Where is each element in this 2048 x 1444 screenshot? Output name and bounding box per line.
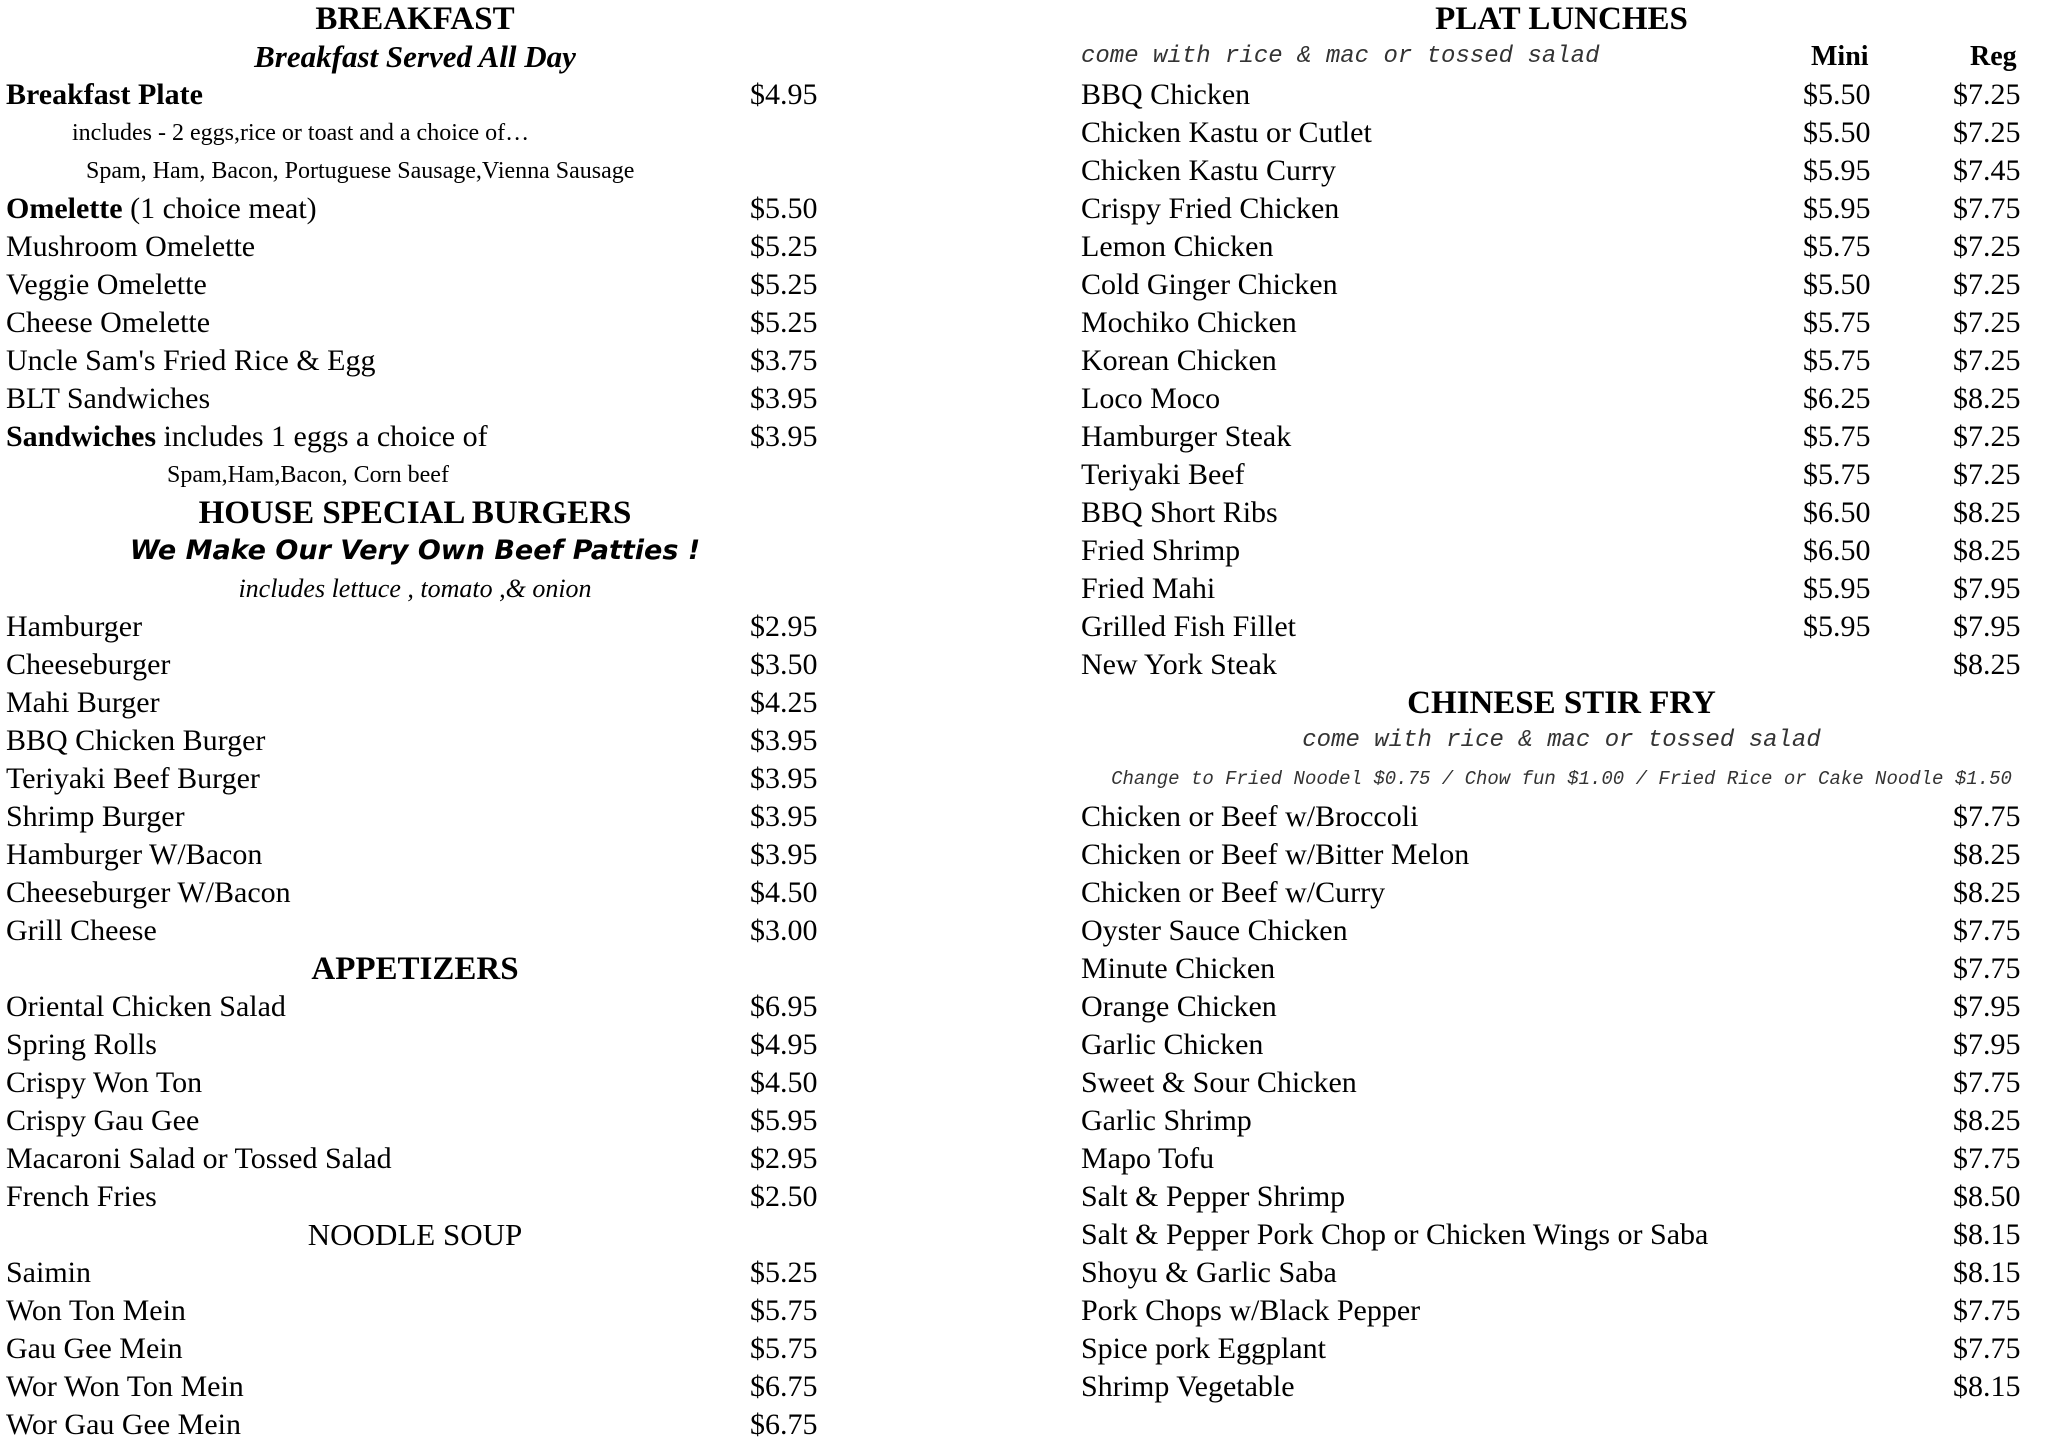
mini-price: $5.75 (1803, 344, 1871, 377)
item-name: Macaroni Salad or Tossed Salad (6, 1142, 392, 1175)
menu-item (0, 342, 830, 380)
item-price: $8.15 (1953, 1370, 2021, 1403)
item-price: $5.75 (750, 1294, 818, 1327)
item-price: $3.95 (750, 800, 818, 833)
plate-item (1075, 228, 2048, 266)
appetizers-title: APPETIZERS (311, 951, 519, 987)
menu-item (0, 684, 830, 722)
plate-item (1075, 418, 2048, 456)
item-price: $4.95 (750, 1028, 818, 1061)
item-price: $3.95 (750, 382, 818, 415)
item-name: Teriyaki Beef (1081, 458, 1245, 491)
menu-item (0, 760, 830, 798)
breakfast-list (0, 228, 830, 418)
stir-fry-item (1075, 1254, 2048, 1292)
reg-price: $7.75 (1953, 192, 2021, 225)
reg-column-header: Reg (1970, 41, 2017, 72)
plate-lunches-note: come with rice & mac or tossed salad (1081, 43, 1600, 70)
stir-fry-list (1075, 798, 2048, 1406)
noodle-list (0, 1254, 830, 1444)
plate-item (1075, 266, 2048, 304)
item-price: $3.50 (750, 648, 818, 681)
item-price: $8.25 (1953, 1104, 2021, 1137)
plate-item (1075, 152, 2048, 190)
stir-fry-item (1075, 988, 2048, 1026)
item-price: $7.95 (1953, 990, 2021, 1023)
item-price: $4.50 (750, 1066, 818, 1099)
item-price: $7.75 (1953, 952, 2021, 985)
item-name: Omelette (6, 192, 123, 225)
item-name: Spice pork Eggplant (1081, 1332, 1326, 1365)
stir-fry-item (1075, 798, 2048, 836)
stir-fry-item (1075, 1178, 2048, 1216)
reg-price: $8.25 (1953, 382, 2021, 415)
item-name: Crispy Fried Chicken (1081, 192, 1340, 225)
item-name: Grill Cheese (6, 914, 157, 947)
plate-note: includes - 2 eggs,rice or toast and a choice of… (72, 120, 530, 146)
item-price: $3.95 (750, 724, 818, 757)
reg-price: $7.25 (1953, 230, 2021, 263)
plate-item (1075, 380, 2048, 418)
stir-fry-item (1075, 912, 2048, 950)
item-price: $6.75 (750, 1408, 818, 1441)
item-price: $5.25 (750, 230, 818, 263)
reg-price: $7.25 (1953, 306, 2021, 339)
stir-fry-item (1075, 950, 2048, 988)
item-name: Cheese Omelette (6, 306, 211, 339)
item-price: $5.25 (750, 1256, 818, 1289)
stir-fry-item (1075, 874, 2048, 912)
item-price: $3.95 (750, 838, 818, 871)
stir-fry-item (1075, 1102, 2048, 1140)
item-detail: includes 1 eggs a choice of (156, 420, 488, 453)
menu-item (0, 1330, 830, 1368)
item-name: Hamburger (6, 610, 143, 643)
mini-price: $5.95 (1803, 572, 1871, 605)
item-name: Mahi Burger (6, 686, 160, 719)
item-price: $5.75 (750, 1332, 818, 1365)
mini-price: $5.50 (1803, 116, 1871, 149)
item-price: $7.75 (1953, 1066, 2021, 1099)
item-name: Garlic Shrimp (1081, 1104, 1252, 1137)
plate-item (1075, 456, 2048, 494)
item-name: Veggie Omelette (6, 268, 207, 301)
mini-price: $5.75 (1803, 306, 1871, 339)
plate-lunches-title: PLAT LUNCHES (1435, 1, 1688, 37)
item-name: Chicken Kastu Curry (1081, 154, 1336, 187)
menu-item (0, 608, 830, 646)
item-price: $8.25 (1953, 838, 2021, 871)
stir-fry-item (1075, 1216, 2048, 1254)
item-name: Mushroom Omelette (6, 230, 256, 263)
plate-item (1075, 570, 2048, 608)
noodle-soup-title: NOODLE SOUP (307, 1217, 523, 1252)
item-name: Mochiko Chicken (1081, 306, 1297, 339)
omelette-row (0, 190, 830, 228)
item-name: BBQ Chicken Burger (6, 724, 266, 757)
stir-fry-item (1075, 1368, 2048, 1406)
item-name: BLT Sandwiches (6, 382, 211, 415)
item-name: Hamburger W/Bacon (6, 838, 263, 871)
mini-price: $5.95 (1803, 192, 1871, 225)
item-name: Loco Moco (1081, 382, 1221, 415)
item-name: Minute Chicken (1081, 952, 1276, 985)
item-price: $7.75 (1953, 914, 2021, 947)
item-name: Mapo Tofu (1081, 1142, 1215, 1175)
item-price: $6.95 (750, 990, 818, 1023)
item-price: $2.95 (750, 1142, 818, 1175)
item-name: Hamburger Steak (1081, 420, 1292, 453)
item-price: $3.75 (750, 344, 818, 377)
left-column (0, 0, 830, 1444)
item-price: $4.95 (750, 78, 818, 111)
item-name: Wor Won Ton Mein (6, 1370, 244, 1403)
plate-item (1075, 114, 2048, 152)
reg-price: $7.25 (1953, 420, 2021, 453)
menu-item (0, 912, 830, 950)
breakfast-subtitle: Breakfast Served All Day (254, 39, 576, 74)
item-price: $4.50 (750, 876, 818, 909)
stir-fry-item (1075, 1292, 2048, 1330)
menu-item (0, 266, 830, 304)
mini-price: $5.50 (1803, 78, 1871, 111)
menu-item (0, 380, 830, 418)
item-price: $8.15 (1953, 1218, 2021, 1251)
item-name: BBQ Short Ribs (1081, 496, 1278, 529)
item-price: $7.95 (1953, 1028, 2021, 1061)
item-name: Sweet & Sour Chicken (1081, 1066, 1357, 1099)
item-name: Pork Chops w/Black Pepper (1081, 1294, 1421, 1327)
sandwiches-row (0, 418, 830, 456)
reg-price: $7.25 (1953, 78, 2021, 111)
item-price: $7.75 (1953, 800, 2021, 833)
sandwich-note: Spam,Ham,Bacon, Corn beef (167, 462, 449, 488)
item-name: Salt & Pepper Shrimp (1081, 1180, 1346, 1213)
item-price: $6.75 (750, 1370, 818, 1403)
stir-fry-item (1075, 1026, 2048, 1064)
plate-item (1075, 646, 2048, 684)
item-name: Cold Ginger Chicken (1081, 268, 1338, 301)
item-name: French Fries (6, 1180, 157, 1213)
item-name: Fried Mahi (1081, 572, 1216, 605)
item-name: Fried Shrimp (1081, 534, 1241, 567)
menu-item (0, 1064, 830, 1102)
item-price: $8.50 (1953, 1180, 2021, 1213)
stir-fry-item (1075, 1064, 2048, 1102)
menu-item (0, 646, 830, 684)
item-name: Oriental Chicken Salad (6, 990, 286, 1023)
item-name: Shrimp Burger (6, 800, 185, 833)
item-name: Chicken Kastu or Cutlet (1081, 116, 1372, 149)
item-name: Teriyaki Beef Burger (6, 762, 260, 795)
mini-price: $6.25 (1803, 382, 1871, 415)
item-name: BBQ Chicken (1081, 78, 1251, 111)
menu-item (0, 1254, 830, 1292)
menu-item (0, 722, 830, 760)
reg-price: $7.25 (1953, 116, 2021, 149)
burger-list (0, 608, 830, 950)
item-name: Breakfast Plate (6, 78, 203, 111)
item-price: $2.50 (750, 1180, 818, 1213)
mini-price: $5.75 (1803, 420, 1871, 453)
item-name: Crispy Gau Gee (6, 1104, 200, 1137)
item-name: Gau Gee Mein (6, 1332, 183, 1365)
plate-item (1075, 190, 2048, 228)
plate-item (1075, 342, 2048, 380)
reg-price: $7.45 (1953, 154, 2021, 187)
menu-item (0, 988, 830, 1026)
stir-fry-item (1075, 1140, 2048, 1178)
burgers-title: HOUSE SPECIAL BURGERS (198, 495, 632, 531)
item-name: Crispy Won Ton (6, 1066, 203, 1099)
menu-item (0, 1406, 830, 1444)
mini-price: $5.95 (1803, 154, 1871, 187)
item-name: Shrimp Vegetable (1081, 1370, 1295, 1403)
item-name: Korean Chicken (1081, 344, 1277, 377)
item-price: $8.25 (1953, 876, 2021, 909)
plate-lunch-list (1075, 76, 2048, 684)
plate-item (1075, 532, 2048, 570)
menu-item (0, 1292, 830, 1330)
item-name: Salt & Pepper Pork Chop or Chicken Wings or Saba (1081, 1218, 1709, 1251)
item-price: $8.15 (1953, 1256, 2021, 1289)
mini-price: $5.75 (1803, 458, 1871, 491)
item-name: Oyster Sauce Chicken (1081, 914, 1348, 947)
mini-price: $6.50 (1803, 496, 1871, 529)
plate-item (1075, 76, 2048, 114)
reg-price: $7.95 (1953, 610, 2021, 643)
stir-fry-note: come with rice & mac or tossed salad (1302, 727, 1821, 754)
item-price: $3.00 (750, 914, 818, 947)
menu-item (0, 1178, 830, 1216)
item-price: $7.75 (1953, 1332, 2021, 1365)
item-name: Saimin (6, 1256, 92, 1289)
mini-price: $6.50 (1803, 534, 1871, 567)
item-price: $7.75 (1953, 1294, 2021, 1327)
reg-price: $7.25 (1953, 268, 2021, 301)
item-price: $5.25 (750, 268, 818, 301)
stir-fry-item (1075, 1330, 2048, 1368)
mini-price: $5.75 (1803, 230, 1871, 263)
reg-price: $7.25 (1953, 458, 2021, 491)
breakfast-plate-row (0, 76, 830, 114)
menu-item (0, 836, 830, 874)
reg-price: $8.25 (1953, 534, 2021, 567)
menu-item (0, 798, 830, 836)
menu-item (0, 1026, 830, 1064)
reg-price: $7.25 (1953, 344, 2021, 377)
breakfast-title: BREAKFAST (315, 1, 515, 37)
menu-item (0, 1102, 830, 1140)
stir-fry-change-note: Change to Fried Noodel $0.75 / Chow fun $1.00 / Fried Rice or Cake Noodle $1.50 (1111, 768, 2012, 790)
stir-fry-item (1075, 836, 2048, 874)
reg-price: $7.95 (1953, 572, 2021, 605)
item-name: Sandwiches (6, 420, 157, 453)
item-price: $5.95 (750, 1104, 818, 1137)
right-column (1075, 0, 2048, 1406)
plate-item (1075, 494, 2048, 532)
item-price: $4.25 (750, 686, 818, 719)
item-name: Orange Chicken (1081, 990, 1277, 1023)
menu-item (0, 304, 830, 342)
burgers-subtitle: We Make Our Very Own Beef Patties ! (129, 535, 701, 566)
reg-price: $8.25 (1953, 648, 2021, 681)
plate-lunches-header (1075, 38, 2048, 76)
item-detail: (1 choice meat) (122, 192, 317, 225)
item-price: $3.95 (750, 420, 818, 453)
plate-note-meats: Spam, Ham, Bacon, Portuguese Sausage,Vienna Sausage (86, 158, 635, 184)
stir-fry-title: CHINESE STIR FRY (1407, 685, 1716, 721)
item-price: $3.95 (750, 762, 818, 795)
item-name: Chicken or Beef w/Curry (1081, 876, 1386, 909)
menu-item (0, 874, 830, 912)
item-name: Cheeseburger (6, 648, 171, 681)
item-name: Garlic Chicken (1081, 1028, 1264, 1061)
item-name: Chicken or Beef w/Bitter Melon (1081, 838, 1470, 871)
appetizer-list (0, 988, 830, 1216)
item-name: New York Steak (1081, 648, 1277, 681)
item-name: Shoyu & Garlic Saba (1081, 1256, 1337, 1289)
menu-item (0, 1140, 830, 1178)
item-name: Won Ton Mein (6, 1294, 186, 1327)
item-price: $5.50 (750, 192, 818, 225)
burgers-note: includes lettuce , tomato ,& onion (238, 574, 592, 603)
item-name: Cheeseburger W/Bacon (6, 876, 291, 909)
item-name: Lemon Chicken (1081, 230, 1274, 263)
plate-item (1075, 608, 2048, 646)
item-name: Grilled Fish Fillet (1081, 610, 1297, 643)
item-name: Chicken or Beef w/Broccoli (1081, 800, 1419, 833)
item-price: $5.25 (750, 306, 818, 339)
item-price: $2.95 (750, 610, 818, 643)
reg-price: $8.25 (1953, 496, 2021, 529)
item-name: Spring Rolls (6, 1028, 157, 1061)
menu-item (0, 1368, 830, 1406)
plate-item (1075, 304, 2048, 342)
mini-price: $5.50 (1803, 268, 1871, 301)
item-price: $7.75 (1953, 1142, 2021, 1175)
mini-price: $5.95 (1803, 610, 1871, 643)
item-name: Wor Gau Gee Mein (6, 1408, 242, 1441)
menu-item (0, 228, 830, 266)
item-name: Uncle Sam's Fried Rice & Egg (6, 344, 376, 377)
mini-column-header: Mini (1811, 41, 1869, 72)
